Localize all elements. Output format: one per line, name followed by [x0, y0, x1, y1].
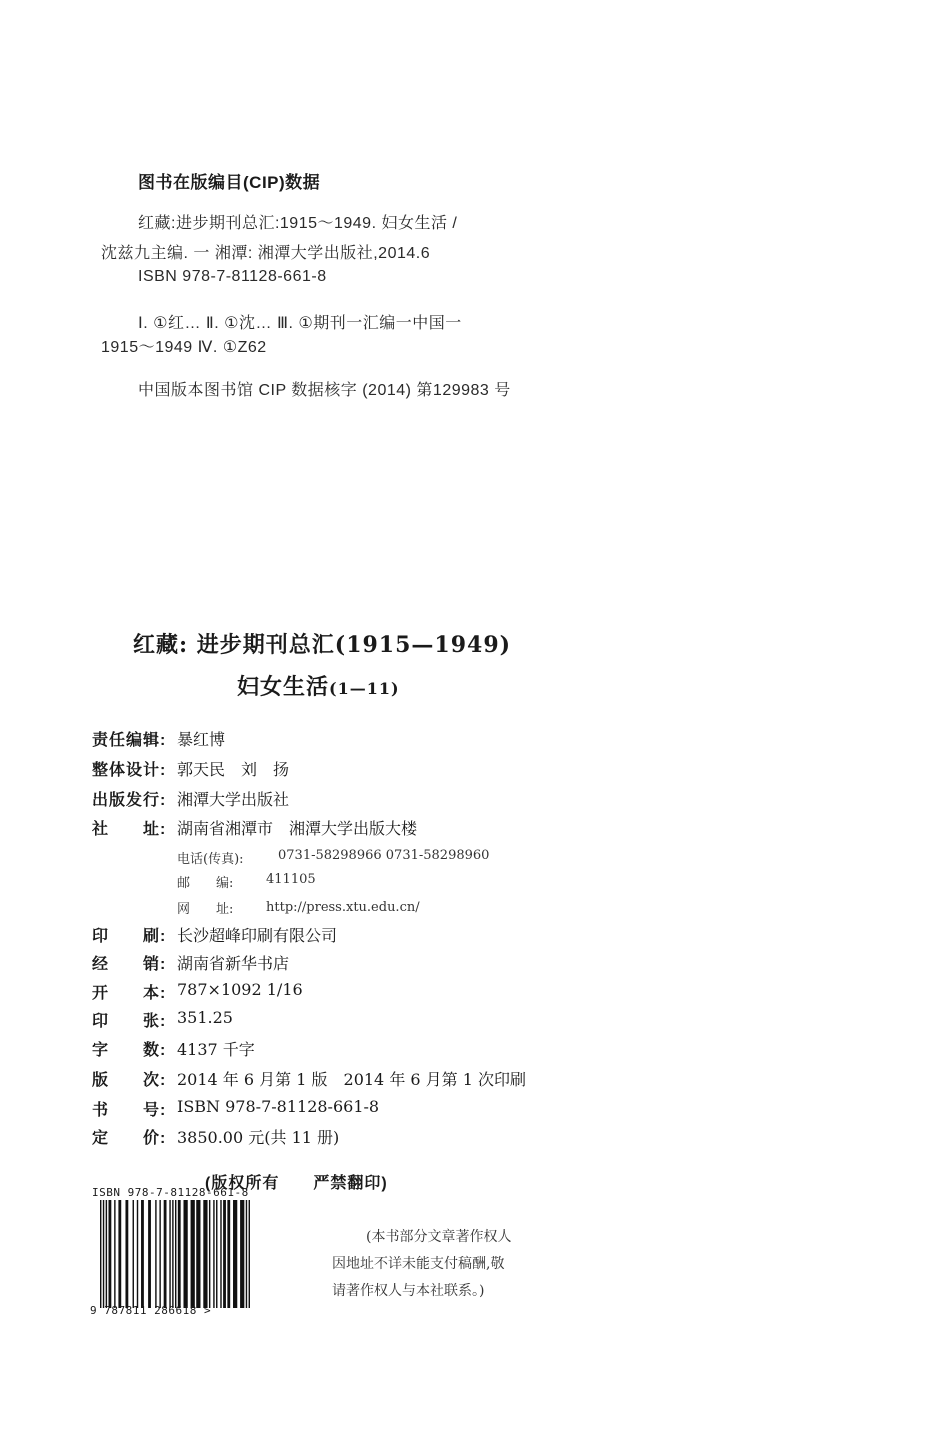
barcode-bar [100, 1200, 101, 1308]
barcode-bar [220, 1200, 221, 1308]
barcode-bar [103, 1200, 104, 1308]
barcode-bar [213, 1200, 214, 1308]
barcode-bar [125, 1200, 128, 1308]
credit-value-publisher: 湘潭大学出版社 [177, 790, 290, 809]
barcode-bar [137, 1200, 138, 1308]
website-label: 网 址: [177, 902, 234, 917]
book-subtitle [237, 670, 400, 701]
credit-label-design: 整体设计: [92, 762, 167, 779]
spec-label-distributor: 经 销: [92, 956, 167, 973]
barcode-bar [183, 1200, 187, 1308]
spec-label-edition: 版 次: [92, 1072, 167, 1089]
credit-label-editor: 责任编辑: [92, 732, 167, 749]
barcode-bar [141, 1200, 144, 1308]
barcode-bar [155, 1200, 156, 1308]
barcode-digits: 9 787811 286618 > [90, 1304, 212, 1317]
barcode-bar [191, 1200, 195, 1308]
barcode-bar [148, 1200, 151, 1308]
credit-value-editor: 暴红博 [177, 730, 226, 749]
barcode-bar [118, 1200, 121, 1308]
phone-label: 电话(传真): [177, 852, 244, 867]
subtitle-volumes: (1—11) [329, 679, 400, 698]
copyright-note-line-3: 请著作权人与本社联系。) [332, 1283, 485, 1299]
book-title: 红藏: 进步期刊总汇(1915—1949) [133, 632, 512, 658]
barcode-bar [203, 1200, 207, 1308]
barcode-bar [233, 1200, 237, 1308]
spec-label-price: 定 价: [92, 1130, 167, 1147]
barcode-bar [209, 1200, 210, 1308]
spec-label-printer: 印 刷: [92, 928, 167, 945]
cip-editor-line: 沈兹九主编. 一 湘潭: 湘潭大学出版社,2014.6 [101, 245, 431, 262]
cip-classification-line: Ⅰ. ①红… Ⅱ. ①沈… Ⅲ. ①期刊一汇编一中国一 [138, 315, 462, 332]
credit-label-publisher: 出版发行: [92, 792, 167, 809]
spec-label-sheets: 印 张: [92, 1013, 167, 1030]
cip-isbn-line: ISBN 978-7-81128-661-8 [138, 268, 327, 285]
credit-value-address: 湖南省湘潭市 湘潭大学出版大楼 [177, 819, 418, 838]
barcode-bar [172, 1200, 173, 1308]
barcode-isbn-text: ISBN 978-7-81128-661-8 [92, 1186, 249, 1199]
postcode-value: 411105 [266, 872, 316, 887]
spec-value-format: 787×1092 1/16 [177, 980, 303, 999]
credit-value-design: 郭天民 刘 扬 [177, 760, 290, 779]
barcode-bar [114, 1200, 115, 1308]
rights-notice: (版权所有 严禁翻印) [205, 1175, 388, 1192]
copyright-note-line-1: (本书部分文章著作权人 [366, 1229, 512, 1245]
barcode-bar [178, 1200, 181, 1308]
spec-value-distributor: 湖南省新华书店 [177, 954, 290, 973]
subtitle-text: 妇女生活 [237, 674, 330, 700]
cip-heading: 图书在版编目(CIP)数据 [138, 173, 321, 192]
barcode-bar [175, 1200, 176, 1308]
barcode-bar [227, 1200, 230, 1308]
cip-record-number: 中国版本图书馆 CIP 数据核字 (2014) 第129983 号 [138, 382, 511, 399]
spec-value-edition: 2014 年 6 月第 1 版 2014 年 6 月第 1 次印刷 [177, 1070, 527, 1089]
barcode-bar [196, 1200, 200, 1308]
barcode-bar [164, 1200, 167, 1308]
copyright-note-line-2: 因地址不详未能支付稿酬,敬 [332, 1256, 505, 1272]
spec-label-format: 开 本: [92, 985, 167, 1002]
credit-label-address: 社 址: [92, 821, 167, 838]
postcode-label: 邮 编: [177, 876, 234, 891]
spec-label-isbn: 书 号: [92, 1102, 167, 1119]
spec-value-sheets: 351.25 [177, 1008, 233, 1027]
phone-value: 0731-58298966 0731-58298960 [278, 848, 490, 863]
spec-value-price: 3850.00 元(共 11 册) [177, 1128, 340, 1147]
spec-value-printer: 长沙超峰印刷有限公司 [177, 926, 338, 945]
spec-value-wordcount: 4137 千字 [177, 1040, 255, 1059]
spec-value-isbn: ISBN 978-7-81128-661-8 [177, 1097, 380, 1116]
barcode-bar [169, 1200, 170, 1308]
barcode-bar [216, 1200, 217, 1308]
barcode-bar [249, 1200, 250, 1308]
barcode-bar [159, 1200, 160, 1308]
cip-title-line: 红藏:进步期刊总汇:1915～1949. 妇女生活 / [138, 215, 458, 232]
barcode-image [100, 1200, 250, 1308]
barcode-bar [108, 1200, 111, 1308]
website-value: http://press.xtu.edu.cn/ [266, 900, 420, 915]
barcode-bar [223, 1200, 226, 1308]
cip-classification-line-2: 1915～1949 Ⅳ. ①Z62 [101, 339, 267, 356]
barcode-bar [240, 1200, 244, 1308]
barcode-bar [106, 1200, 107, 1308]
spec-label-wordcount: 字 数: [92, 1042, 167, 1059]
barcode-bar [133, 1200, 134, 1308]
barcode-bar [246, 1200, 247, 1308]
